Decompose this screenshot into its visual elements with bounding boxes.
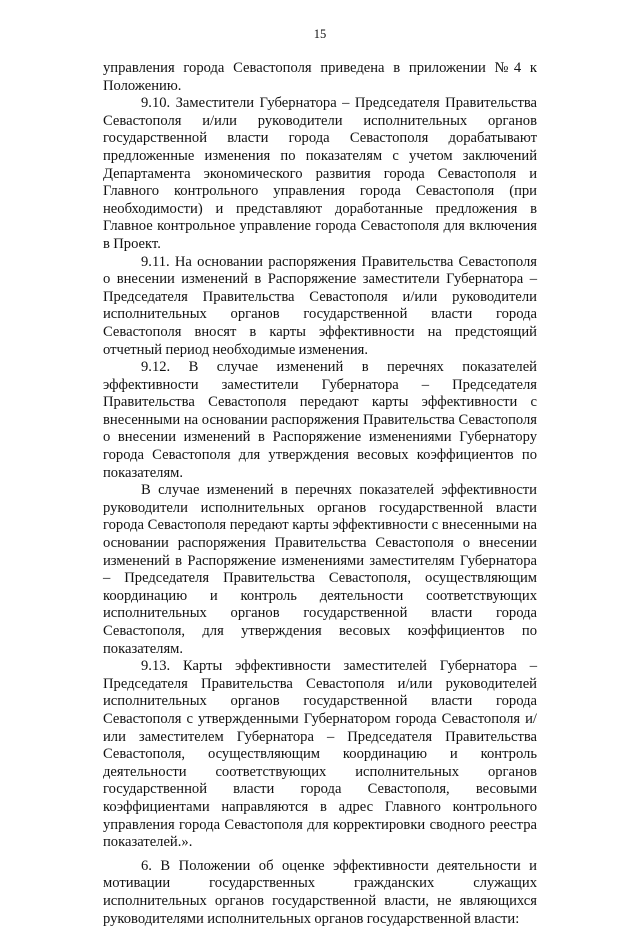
paragraph-9-12-second: В случае изменений в перечнях показателей эффективности руководители исполнительных органов государственной власти города Севастополя передают карты эффективности с внесенными на основании распоряжения Правительства Севастополя о внесении изменений в Распоряжение изменениями заместителям Губернатора – Председателя Правительства Севастополя, осуществляющим координацию и контроль деятельности соответствующих исполнительных органов государственной власти города Севастополя, для утверждения весовых коэффициентов по показателям. (103, 482, 537, 657)
paragraph-9-12: 9.12. В случае изменений в перечнях показателей эффективности заместители Губернатора – Председателя Правительства Севастополя передают карты эффективности с внесенными на основании распоряжения Правительства Севастополя о внесении изменений в Распоряжение изменениями Губернатору города Севастополя для утверждения весовых коэффициентов по показателям. (103, 359, 537, 481)
paragraph-9-10: 9.10. Заместители Губернатора – Председателя Правительства Севастополя и/или руководители исполнительных органов государственной власти города Севастополя дорабатывают предложенные изменения по показателям с учетом заключений Департамента экономического развития города Севастополя и Главного контрольного управления города Севастополя (при необходимости) и представляют доработанные предложения в Главное контрольное управление города Севастополя для включения в Проект. (103, 95, 537, 252)
paragraph-6: 6. В Положении об оценке эффективности деятельности и мотивации государственных гражданских служащих исполнительных органов государственной власти, не являющихся руководителями исполнительных органов государственной власти: (103, 857, 537, 927)
page-number: 15 (313, 27, 327, 41)
document-body (103, 60, 537, 928)
paragraph-continuation: управления города Севастополя приведена в приложении №4 к Положению. (103, 60, 537, 94)
paragraph-9-13: 9.13. Карты эффективности заместителей Губернатора – Председателя Правительства Севастополя и/или руководителей исполнительных органов государственной власти города Севастополя с утвержденными Губернатором города Севастополя и/или заместителем Губернатора – Председателя Правительства Севастополя, осуществляющим координацию и контроль деятельности соответствующих исполнительных органов государственной власти города Севастополя, весовыми коэффициентами направляются в адрес Главного контрольного управления города Севастополя для корректировки сводного реестра показателей.». (103, 658, 537, 851)
paragraph-9-11: 9.11. На основании распоряжения Правительства Севастополя о внесении изменений в Распоряжение заместители Губернатора – Председателя Правительства Севастополя и/или руководители исполнительных органов государственной власти города Севастополя вносят в карты эффективности на предстоящий отчетный период необходимые изменения. (103, 253, 537, 358)
